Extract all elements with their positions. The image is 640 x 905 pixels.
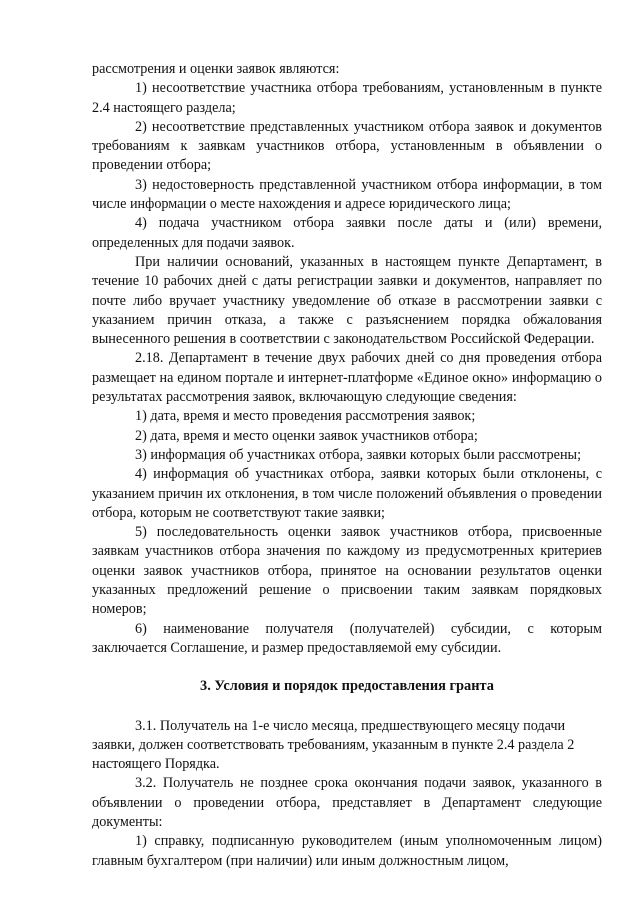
paragraph-3-2: 3.2. Получатель не позднее срока окончания подачи заявок, указанного в объявлении о проведении отбора, представляет в Департамент следующие документы:	[92, 775, 602, 830]
paragraph-3-1: 3.1. Получатель на 1-е число месяца, предшествующего месяцу подачи заявки, должен соответствовать требованиям, указанным в пункте 2.4 раздела 2 настоящего Порядка.	[92, 717, 575, 773]
document-page	[92, 60, 602, 871]
paragraph-2-18-item-1: 1) дата, время и место проведения рассмотрения заявок;	[135, 408, 476, 425]
paragraph-item-4: 4) подача участником отбора заявки после даты и (или) времени, определенных для подачи заявок.	[92, 215, 602, 251]
paragraph-item-3: 3) недостоверность представленной участником отбора информации, в том числе информации о месте нахождения и адресе юридического лица;	[92, 176, 602, 213]
paragraph-3-2-item-1: 1) справку, подписанную руководителем (иным уполномоченным лицом) главным бухгалтером (при наличии) или иным должностным лицом,	[92, 833, 602, 869]
paragraph-item-1: 1) несоответствие участника отбора требованиям, установленным в пункте 2.4 настоящего раздела;	[92, 80, 602, 116]
paragraph-2-18-item-5: 5) последовательность оценки заявок участников отбора, присвоенные заявкам участников отбора значения по каждому из предусмотренных критериев оценки заявок участников отбора, принятое на основании результатов оценки указанных предложений решение о присвоении таким заявкам порядковых номеров;	[92, 524, 602, 618]
paragraph-refusal-notice: При наличии оснований, указанных в настоящем пункте Департамент, в течение 10 рабочих дней с даты регистрации заявки и документов, направляет по почте либо вручает участнику уведомление об отказе в рассмотрении заявки с указанием причин отказа, а также с разъяснением порядка обжалования вынесенного решения в соответствии с законодательством Российской Федерации.	[92, 253, 602, 348]
paragraph-2-18: 2.18. Департамент в течение двух рабочих дней со дня проведения отбора размещает на едином портале и интернет-платформе «Единое окно» информацию о результатах рассмотрения заявок, включающую следующие сведения:	[92, 350, 602, 406]
paragraph-2-18-item-2: 2) дата, время и место оценки заявок участников отбора;	[135, 427, 478, 444]
paragraph-2-18-item-6: 6) наименование получателя (получателей) субсидии, с которым заключается Соглашение, и размер предоставляемой ему субсидии.	[92, 620, 602, 656]
paragraph-2-18-item-4: 4) информация об участниках отбора, заявки которых были отклонены, с указанием причин их отклонения, в том числе положений объявления о проведении отбора, которым не соответствуют такие заявки;	[92, 466, 602, 521]
paragraph-2-18-item-3: 3) информация об участниках отбора, заявки которых были рассмотрены;	[135, 446, 582, 463]
paragraph-item-2: 2) несоответствие представленных участником отбора заявок и документов требованиям к заявкам участников отбора, установленным в объявлении о проведении отбора;	[92, 118, 602, 174]
paragraph-continuation: рассмотрения и оценки заявок являются:	[92, 61, 340, 77]
section-heading: 3. Условия и порядок предоставления гранта	[200, 678, 494, 695]
